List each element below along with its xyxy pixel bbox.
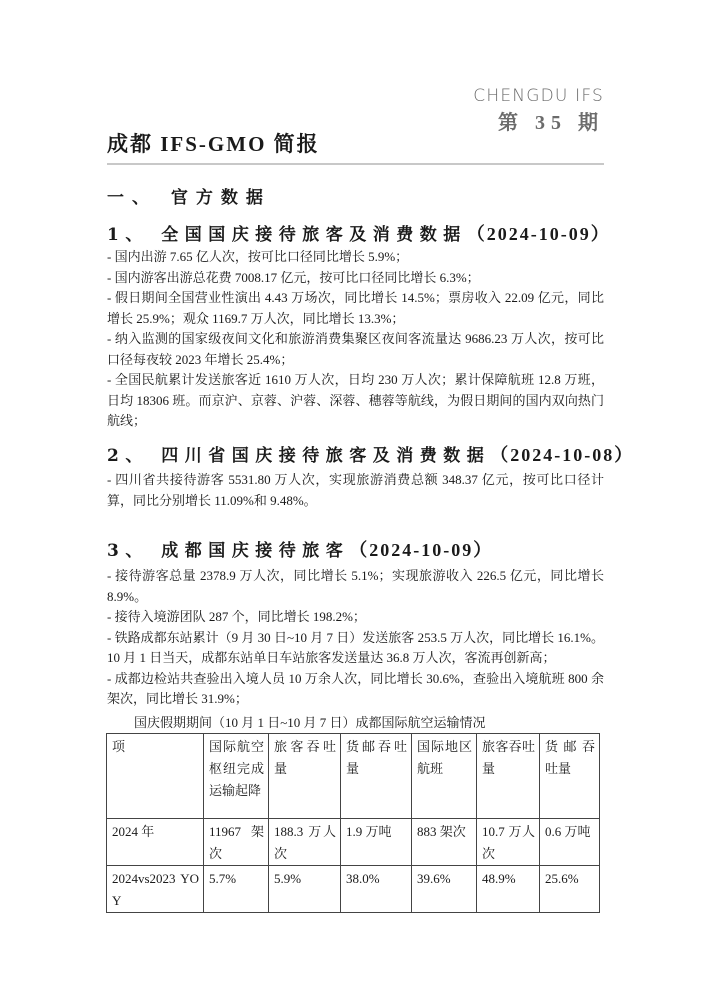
table-header-cell: 国际航空枢纽完成运输起降 <box>204 734 269 819</box>
chengdu-data-list <box>107 566 604 710</box>
table-row <box>107 819 600 866</box>
subsection-date: （2024-10-09） <box>349 540 494 560</box>
section-heading-official-data: 一、 官方数据 <box>107 188 271 208</box>
list-item: - 国内游客出游总花费 7008.17 亿元，按可比口径同比增长 6.3%； <box>107 269 480 285</box>
brand-name: CHENGDU IFS <box>473 86 604 106</box>
table-row <box>107 866 600 913</box>
document-title: 成都 IFS-GMO 简报 <box>107 132 320 156</box>
subsection-title: 1、 全国国庆接待旅客及消费数据 <box>107 225 467 245</box>
sichuan-data-list <box>107 470 604 511</box>
list-item: - 铁路成都东站累计（9 月 30 日~10 月 7 日）发送旅客 253.5 万人次，同比增长 16.1%。10 月 1 日当天，成都东站单日车站旅客发送量达 36.8 万人次，客流再创新高； <box>107 629 604 665</box>
subsection-heading-chengdu <box>107 536 493 562</box>
subsection-date: （2024-10-09） <box>466 224 611 244</box>
table-cell: 25.6% <box>540 866 600 913</box>
table-cell: 11967 架次 <box>204 819 269 866</box>
table-header-cell: 旅客吞吐量 <box>269 734 341 819</box>
national-data-list <box>107 247 604 432</box>
list-item: - 接待入境游团队 287 个，同比增长 198.2%； <box>107 609 366 624</box>
table-cell: 38.0% <box>341 866 412 913</box>
table-cell: 39.6% <box>412 866 477 913</box>
list-item: - 成都边检站共查验出入境人员 10 万余人次，同比增长 30.6%，查验出入境航班 800 余架次，同比增长 31.9%； <box>107 670 604 706</box>
table-cell: 2024vs2023 YOY <box>107 866 204 913</box>
list-item: - 纳入监测的国家级夜间文化和旅游消费集聚区夜间客流量达 9686.23 万人次，按可比口径每夜较 2023 年增长 25.4%； <box>107 331 604 367</box>
table-header-cell: 旅客吞吐量 <box>477 734 540 819</box>
title-divider <box>107 163 604 165</box>
subsection-title: 3、 成都国庆接待旅客 <box>107 541 350 561</box>
table-cell: 1.9 万吨 <box>341 819 412 866</box>
table-cell: 188.3 万人次 <box>269 819 341 866</box>
list-item: - 四川省共接待游客 5531.80 万人次，实现旅游消费总额 348.37 亿元，按可比口径计算，同比分别增长 11.09%和 9.48%。 <box>107 472 604 508</box>
table-header-cell: 货邮吞吐量 <box>341 734 412 819</box>
table-cell: 0.6 万吨 <box>540 819 600 866</box>
issue-number: 第 35 期 <box>498 112 604 134</box>
table-cell: 883 架次 <box>412 819 477 866</box>
table-cell: 48.9% <box>477 866 540 913</box>
list-item: - 国内出游 7.65 亿人次，按可比口径同比增长 5.9%； <box>107 249 409 264</box>
table-cell: 5.9% <box>269 866 341 913</box>
subsection-heading-sichuan <box>107 441 634 467</box>
aviation-table <box>106 733 600 913</box>
table-caption: 国庆假期期间（10 月 1 日~10 月 7 日）成都国际航空运输情况 <box>134 715 486 730</box>
list-item: - 接待游客总量 2378.9 万人次，同比增长 5.1%；实现旅游收入 226.5 亿元，同比增长 8.9%。 <box>107 568 604 604</box>
table-cell: 5.7% <box>204 866 269 913</box>
subsection-date: （2024-10-08） <box>490 445 635 465</box>
table-header-cell: 项 <box>107 734 204 819</box>
subsection-title: 2、 四川省国庆接待旅客及消费数据 <box>107 446 491 466</box>
table-cell: 2024 年 <box>107 819 204 866</box>
subsection-heading-national <box>107 220 611 246</box>
table-header-row <box>107 734 600 819</box>
list-item: - 全国民航累计发送旅客近 1610 万人次，日均 230 万人次；累计保障航班 12.8 万班，日均 18306 班。而京沪、京蓉、沪蓉、深蓉、穗蓉等航线，为假日期间的国内双向热门航线； <box>107 372 604 428</box>
table-header-cell: 国际地区航班 <box>412 734 477 819</box>
table-cell: 10.7 万人次 <box>477 819 540 866</box>
list-item: - 假日期间全国营业性演出 4.43 万场次，同比增长 14.5%；票房收入 22.09 亿元，同比增长 25.9%；观众 1169.7 万人次，同比增长 13.3%； <box>107 290 604 326</box>
table-header-cell: 货邮吞吐量 <box>540 734 600 819</box>
